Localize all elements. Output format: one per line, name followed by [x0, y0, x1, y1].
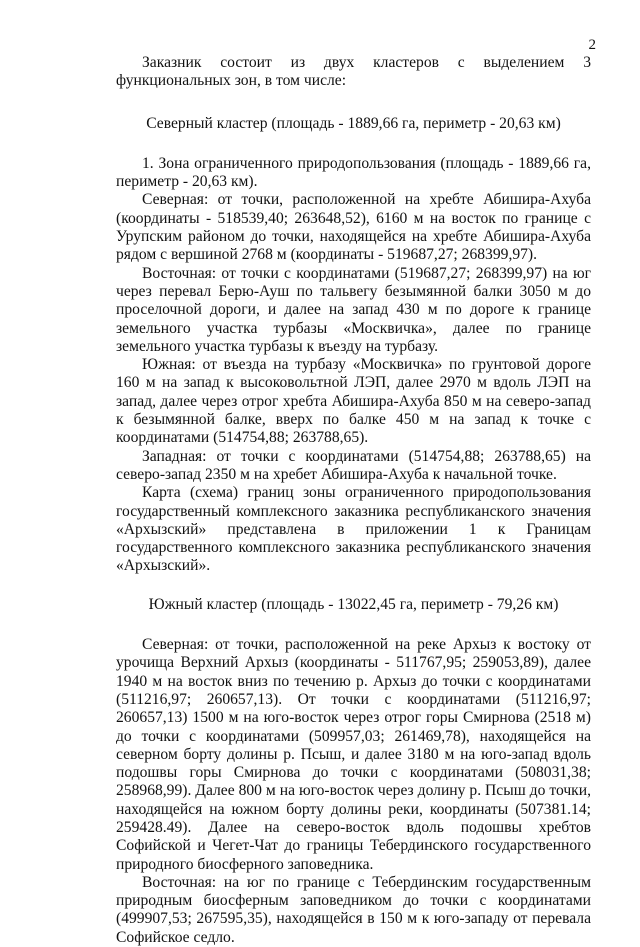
- south-cluster-heading: Южный кластер (площадь - 13022,45 га, периметр - 79,26 км): [148, 595, 559, 613]
- south-cluster-east-border: Восточная: на юг по границе с Тебердинским государственным природным биосферным заповедником до точки с координатами (499907,53; 267595,35), находящейся в 150 м к юго-западу от перевала Софийское седло.: [116, 873, 591, 946]
- page-number: 2: [588, 37, 596, 53]
- south-cluster-north-border: Северная: от точки, расположенной на реке Архыз к востоку от урочища Верхний Архыз (координаты - 511767,95; 259053,89), далее 1940 м на восток вниз по течению р. Архыз до точки с координатами (511216,97; 260657,13). От точки с координатами (511216,97; 260657,13) 1500 м на юго-восток через отрог горы Смирнова (2518 м) до точки с координатами (509957,03; 261469,78), находящейся на северном борту долины р. Псыш, и далее 3180 м на юго-запад вдоль подошвы горы Смирнова до точки с координатами (508031,38; 258968,99). Далее 800 м на юго-восток через долину р. Псыш до точки, находящейся на южном борту долины реки, координаты (507381.14; 259428.49). Далее на северо-восток вдоль подошвы хребтов Софийской и Чегет-Чат до границы Тебердинского государственного природного биосферного заповедника.: [116, 636, 591, 873]
- document-body: [116, 54, 591, 947]
- north-cluster-south-border: Южная: от въезда на турбазу «Москвичка» по грунтовой дороге 160 м на запад к высоковольтной ЛЭП, далее 2970 м вдоль ЛЭП на запад, далее через отрог хребта Абишира-Ахуба 850 м на северо-запад к безымянной балке, вверх по балке 450 м на запад к точке с координатами (514754,88; 263788,65).: [116, 356, 591, 447]
- north-cluster-map-note: Карта (схема) границ зоны ограниченного природопользования государственный комплексного заказника республиканского значения «Архызский» представлена в приложении 1 к Границам государственного комплексного заказника республиканского значения «Архызский».: [116, 484, 591, 575]
- north-cluster-east-border: Восточная: от точки с координатами (519687,27; 268399,97) на юг через перевал Берю-Ауш по тальвегу безымянной балки 3050 м до проселочной дороги, и далее на запад 430 м по дороге к границе земельного участка турбазы «Москвичка», далее по границе земельного участка турбазы к въезду на турбазу.: [116, 264, 591, 355]
- zone-title-paragraph: 1. Зона ограниченного природопользования (площадь - 1889,66 га, периметр - 20,63 км).: [116, 154, 591, 191]
- north-cluster-heading: Северный кластер (площадь - 1889,66 га, периметр - 20,63 км): [146, 114, 561, 132]
- intro-paragraph: Заказник состоит из двух кластеров с выделением 3 функциональных зон, в том числе:: [116, 54, 591, 90]
- north-cluster-west-border: Западная: от точки с координатами (514754,88; 263788,65) на северо-запад 2350 м на хребет Абишира-Ахуба к начальной точке.: [116, 447, 591, 483]
- north-cluster-north-border: Северная: от точки, расположенной на хребте Абишира-Ахуба (координаты - 518539,40; 263648,52), 6160 м на восток по границе с Урупским районом до точки, находящейся на хребте Абишира-Ахуба рядом с вершиной 2768 м (координаты - 519687,27; 268399,97).: [116, 191, 591, 264]
